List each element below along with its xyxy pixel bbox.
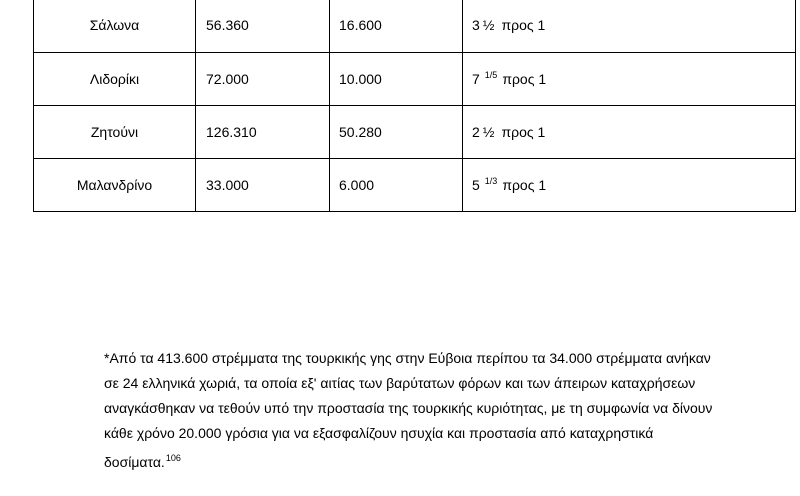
footnote-text: *Από τα 413.600 στρέμματα της τουρκικής γης στην Εύβοια περίπου τα 34.000 στρέμματα ανήκαν σε 24 ελληνικά χωριά, τα οποία εξ' αιτίας των βαρύτατων φόρων και των άπειρων καταχρήσεων αναγκάσθηκαν να τεθούν υπό την προστασία της τουρκικής κυριότητας, με τη συμφωνία να δίνουν κάθε χρόνο 20.000 γρόσια για να εξασφαλίζουν ησυχία και προστασία από καταχρηστικά δοσίματα. — [104, 350, 713, 470]
place-cell: Σάλωνα — [34, 0, 196, 52]
ratio-half: ½ — [482, 123, 495, 140]
ratio-suffix: προς 1 — [502, 177, 547, 193]
villages-table — [33, 0, 796, 212]
table-row — [34, 158, 796, 211]
ratio-whole: 7 — [472, 71, 480, 87]
ratio-whole: 3 — [472, 17, 480, 34]
ratio-whole: 2 — [472, 123, 480, 140]
tax-cell: 6.000 — [330, 158, 463, 211]
ratio-cell — [463, 0, 796, 52]
tax-cell: 50.280 — [330, 105, 463, 158]
place-cell: Ζητούνι — [34, 105, 196, 158]
footnote-reference: 106 — [165, 453, 181, 463]
ratio-cell — [463, 52, 796, 105]
footnote-paragraph — [104, 346, 724, 475]
place-cell: Λιδορίκι — [34, 52, 196, 105]
place-cell: Μαλανδρίνο — [34, 158, 196, 211]
table-row — [34, 0, 796, 52]
tax-cell: 10.000 — [330, 52, 463, 105]
ratio-suffix: προς 1 — [502, 71, 547, 87]
area-cell: 126.310 — [196, 105, 330, 158]
area-cell: 33.000 — [196, 158, 330, 211]
area-cell: 72.000 — [196, 52, 330, 105]
ratio-cell — [463, 105, 796, 158]
ratio-cell — [463, 158, 796, 211]
table-row — [34, 105, 796, 158]
tax-cell: 16.600 — [330, 0, 463, 52]
ratio-fraction: 1/3 — [484, 176, 498, 186]
ratio-fraction: 1/5 — [484, 70, 498, 80]
area-cell: 56.360 — [196, 0, 330, 52]
footnote — [104, 346, 724, 475]
ratio-half: ½ — [482, 17, 495, 34]
ratio-suffix: προς 1 — [501, 123, 546, 140]
ratio-whole: 5 — [472, 177, 480, 193]
table-row — [34, 52, 796, 105]
ratio-suffix: προς 1 — [501, 17, 546, 34]
